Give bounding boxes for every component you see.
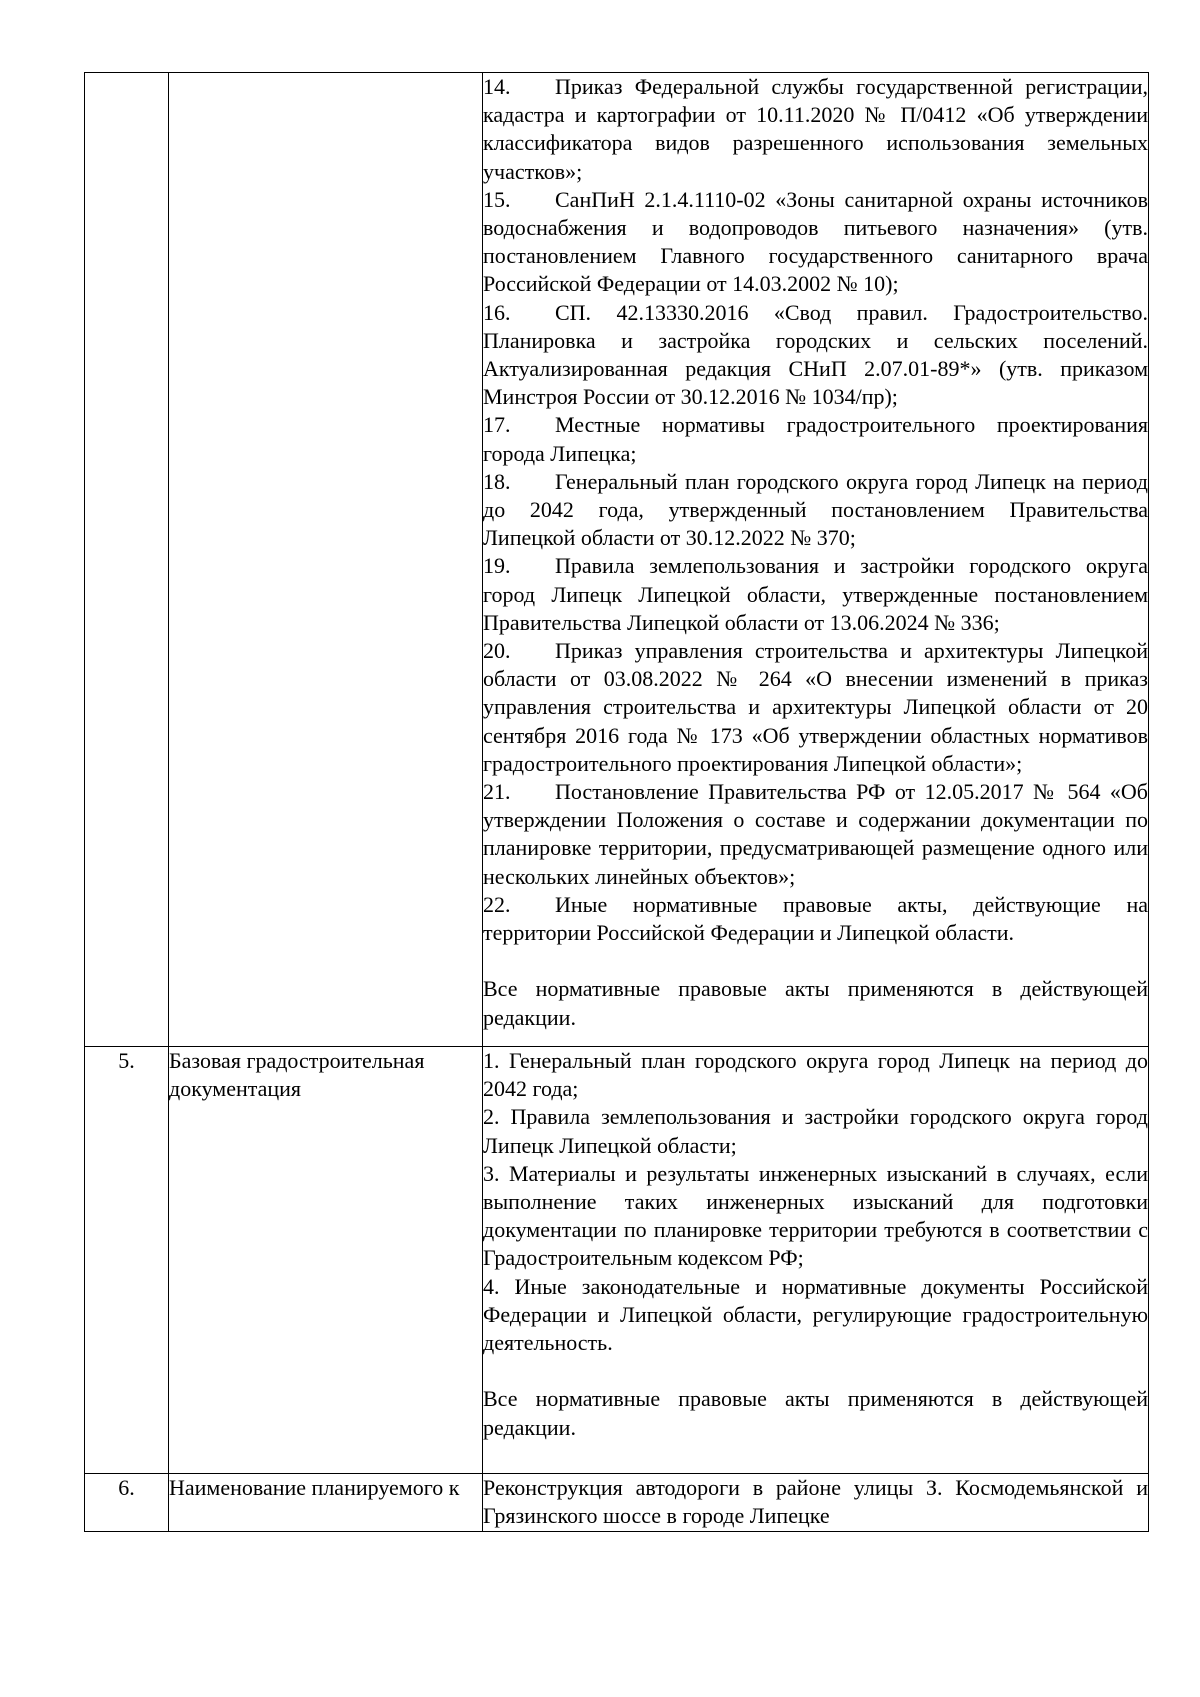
list-item <box>483 778 1148 891</box>
list-item-number: 22. <box>483 891 511 917</box>
list-item: 3. Материалы и результаты инженерных изысканий в случаях, если выполнение таких инженерных изысканий для подготовки документации по планировке территории требуются в соответствии с Градостроительным кодексом РФ; <box>483 1160 1148 1271</box>
list-item <box>483 73 1148 186</box>
row-text: Реконструкция автодороги в районе улицы З. Космодемьянской и Грязинского шоссе в городе Липецке <box>483 1475 1148 1529</box>
list-item: 2. Правила землепользования и застройки городского округа город Липецк Липецкой области; <box>483 1104 1148 1158</box>
row-name: Наименование планируемого к <box>169 1474 483 1532</box>
table-row <box>85 73 1149 1047</box>
spacer <box>483 1357 1148 1385</box>
table-row <box>85 1474 1149 1532</box>
row-content <box>483 1474 1149 1532</box>
row-content <box>483 1047 1149 1474</box>
list-item <box>483 186 1148 299</box>
note-text: Все нормативные правовые акты применяются в действующей редакции. <box>483 1386 1148 1440</box>
list-item-number: 17. <box>483 412 511 438</box>
list-item <box>483 891 1148 947</box>
list-item: 4. Иные законодательные и нормативные документы Российской Федерации и Липецкой области, регулирующие градостроительную деятельность. <box>483 1273 1148 1356</box>
list-item-text: СП. 42.13330.2016 «Свод правил. Градостроительство. Планировка и застройка городских и сельских поселений. Актуализированная редакция СНиП 2.07.01-89*» (утв. приказом Минстроя России от 30.12.2016 № 1034/пр); <box>483 299 1148 410</box>
list-item: 1. Генеральный план городского округа город Липецк на период до 2042 года; <box>483 1048 1148 1102</box>
list-item <box>483 637 1148 778</box>
list-item-number: 21. <box>483 779 511 805</box>
list-item-text: Приказ управления строительства и архитектуры Липецкой области от 03.08.2022 № 264 «О внесении изменений в приказ управления строительства и архитектуры Липецкой области от 20 сентября 2016 года № 173 «Об утверждении областных нормативов градостроительного проектирования Липецкой области»; <box>483 638 1148 776</box>
list-item-text: Иные нормативные правовые акты, действующие на территории Российской Федерации и Липецкой области. <box>483 891 1148 946</box>
list-item-number: 15. <box>483 186 511 212</box>
list-item <box>483 552 1148 637</box>
row-number: 6. <box>85 1474 169 1532</box>
list-item-text: Местные нормативы градостроительного проектирования города Липецка; <box>483 412 1148 466</box>
spacer <box>483 947 1148 975</box>
list-item-number: 19. <box>483 553 511 579</box>
note-text: Все нормативные правовые акты применяются в действующей редакции. <box>483 976 1148 1030</box>
row-number: 5. <box>85 1047 169 1474</box>
list-item-number: 14. <box>483 74 511 99</box>
list-item <box>483 299 1148 412</box>
row-content <box>483 73 1149 1047</box>
list-item-number: 18. <box>483 468 511 494</box>
list-item-text: Правила землепользования и застройки городского округа город Липецк Липецкой области, утвержденные постановлением Правительства Липецкой области от 13.06.2024 № 336; <box>483 553 1148 635</box>
row-name: Базовая градостроительная документация <box>169 1047 483 1474</box>
table-row <box>85 1047 1149 1474</box>
list-item-text: Приказ Федеральной службы государственной регистрации, кадастра и картографии от 10.11.2020 № П/0412 «Об утверждении классификатора видов разрешенного использования земельных участков»; <box>483 74 1148 184</box>
specification-table <box>84 72 1149 1532</box>
list-item <box>483 468 1148 553</box>
list-item-text: Постановление Правительства РФ от 12.05.2017 № 564 «Об утверждении Положения о составе и содержании документации по планировке территории, предусматривающей размещение одного или нескольких линейных объектов»; <box>483 779 1148 889</box>
list-item-text: СанПиН 2.1.4.1110-02 «Зоны санитарной охраны источников водоснабжения и водопроводов питьевого назначения» (утв. постановлением Главного государственного санитарного врача Российской Федерации от 14.03.2002 № 10); <box>483 186 1148 297</box>
list-item <box>483 411 1148 467</box>
list-item-number: 20. <box>483 638 511 664</box>
row-number <box>85 73 169 1047</box>
row-name <box>169 73 483 1047</box>
list-item-text: Генеральный план городского округа город Липецк на период до 2042 года, утвержденный постановлением Правительства Липецкой области от 30.12.2022 № 370; <box>483 468 1148 551</box>
list-item-number: 16. <box>483 299 511 325</box>
